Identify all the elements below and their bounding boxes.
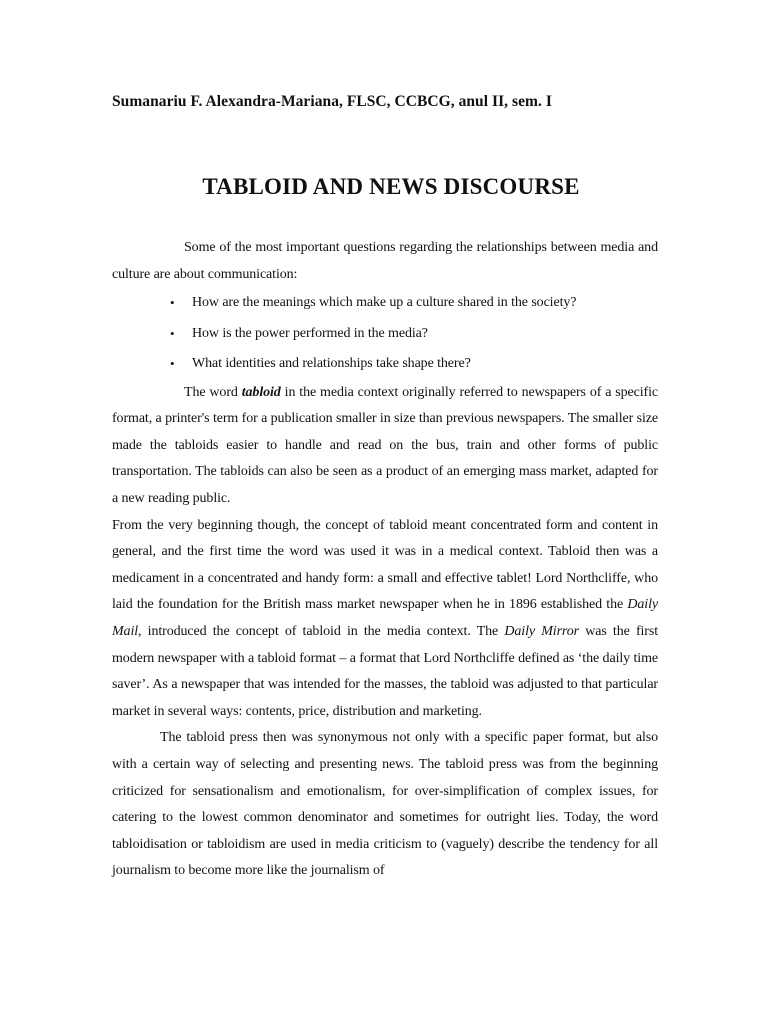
- intro-paragraph: Some of the most important questions regarding the relationships between media and culture are about communication:: [112, 240, 658, 282]
- paragraph-text: , introduced the concept of tabloid in the media context. The: [138, 624, 505, 640]
- bullet-icon: •: [170, 356, 175, 372]
- newspaper-title: Daily Mirror: [504, 624, 579, 640]
- emphasized-term: tabloid: [241, 384, 281, 400]
- bullet-text: What identities and relationships take shape there?: [192, 356, 471, 372]
- bullet-icon: •: [170, 295, 175, 311]
- document-title: TABLOID AND NEWS DISCOURSE: [202, 174, 580, 199]
- paragraph-text: in the media context originally referred to newspapers of a specific format, a printer's term for a publication smaller in size than previous newspapers. The smaller size made the tabloids easier to handle and read on the bus, train and other forms of public transportation. The tabloids can also be seen as a product of an emerging mass market, adapted for a new reading public.: [112, 384, 659, 507]
- author-header: Sumanariu F. Alexandra-Mariana, FLSC, CCBCG, anul II, sem. I: [112, 93, 552, 110]
- list-item: [170, 288, 658, 319]
- document-body: [112, 235, 658, 885]
- bullet-text: How are the meanings which make up a culture shared in the society?: [192, 295, 577, 311]
- bullet-text: How is the power performed in the media?: [192, 325, 428, 341]
- list-item: [170, 319, 658, 350]
- paragraph-tabloid-press: The tabloid press then was synonymous not only with a specific paper format, but also with a certain way of selecting and presenting news. The tabloid press was from the beginning criticized for sensationalism and emotionalism, for over-simplification of complex issues, for catering to the lowest common denominator and sometimes for outright lies. Today, the word tabloidisation or tabloidism are used in media criticism to (vaguely) describe the tendency for all journalism to become more like the journalism of: [112, 730, 658, 879]
- newspaper-title: Daily Mail: [112, 597, 658, 640]
- paragraph-text: From the very beginning though, the concept of tabloid meant concentrated form and content in general, and the first time the word was used it was in a medical context. Tabloid then was a medicament in a concentrated and handy form: a small and effective tablet! Lord Northcliffe, who laid the foundation for the British mass market newspaper when he in 1896 established the: [112, 517, 658, 613]
- bullet-icon: •: [170, 325, 175, 341]
- paragraph-tabloid-history: [112, 513, 658, 726]
- paragraph-text: was the first modern newspaper with a tabloid format – a format that Lord Northcliffe defined as ‘the daily time saver’. As a newspaper that was intended for the masses, the tabloid was adjusted to that particular market in several ways: contents, price, distribution and marketing.: [112, 624, 658, 719]
- list-item: [170, 349, 658, 380]
- question-list: [112, 288, 658, 380]
- paragraph-tabloid-definition: [112, 380, 658, 513]
- paragraph-text: The word: [184, 384, 242, 400]
